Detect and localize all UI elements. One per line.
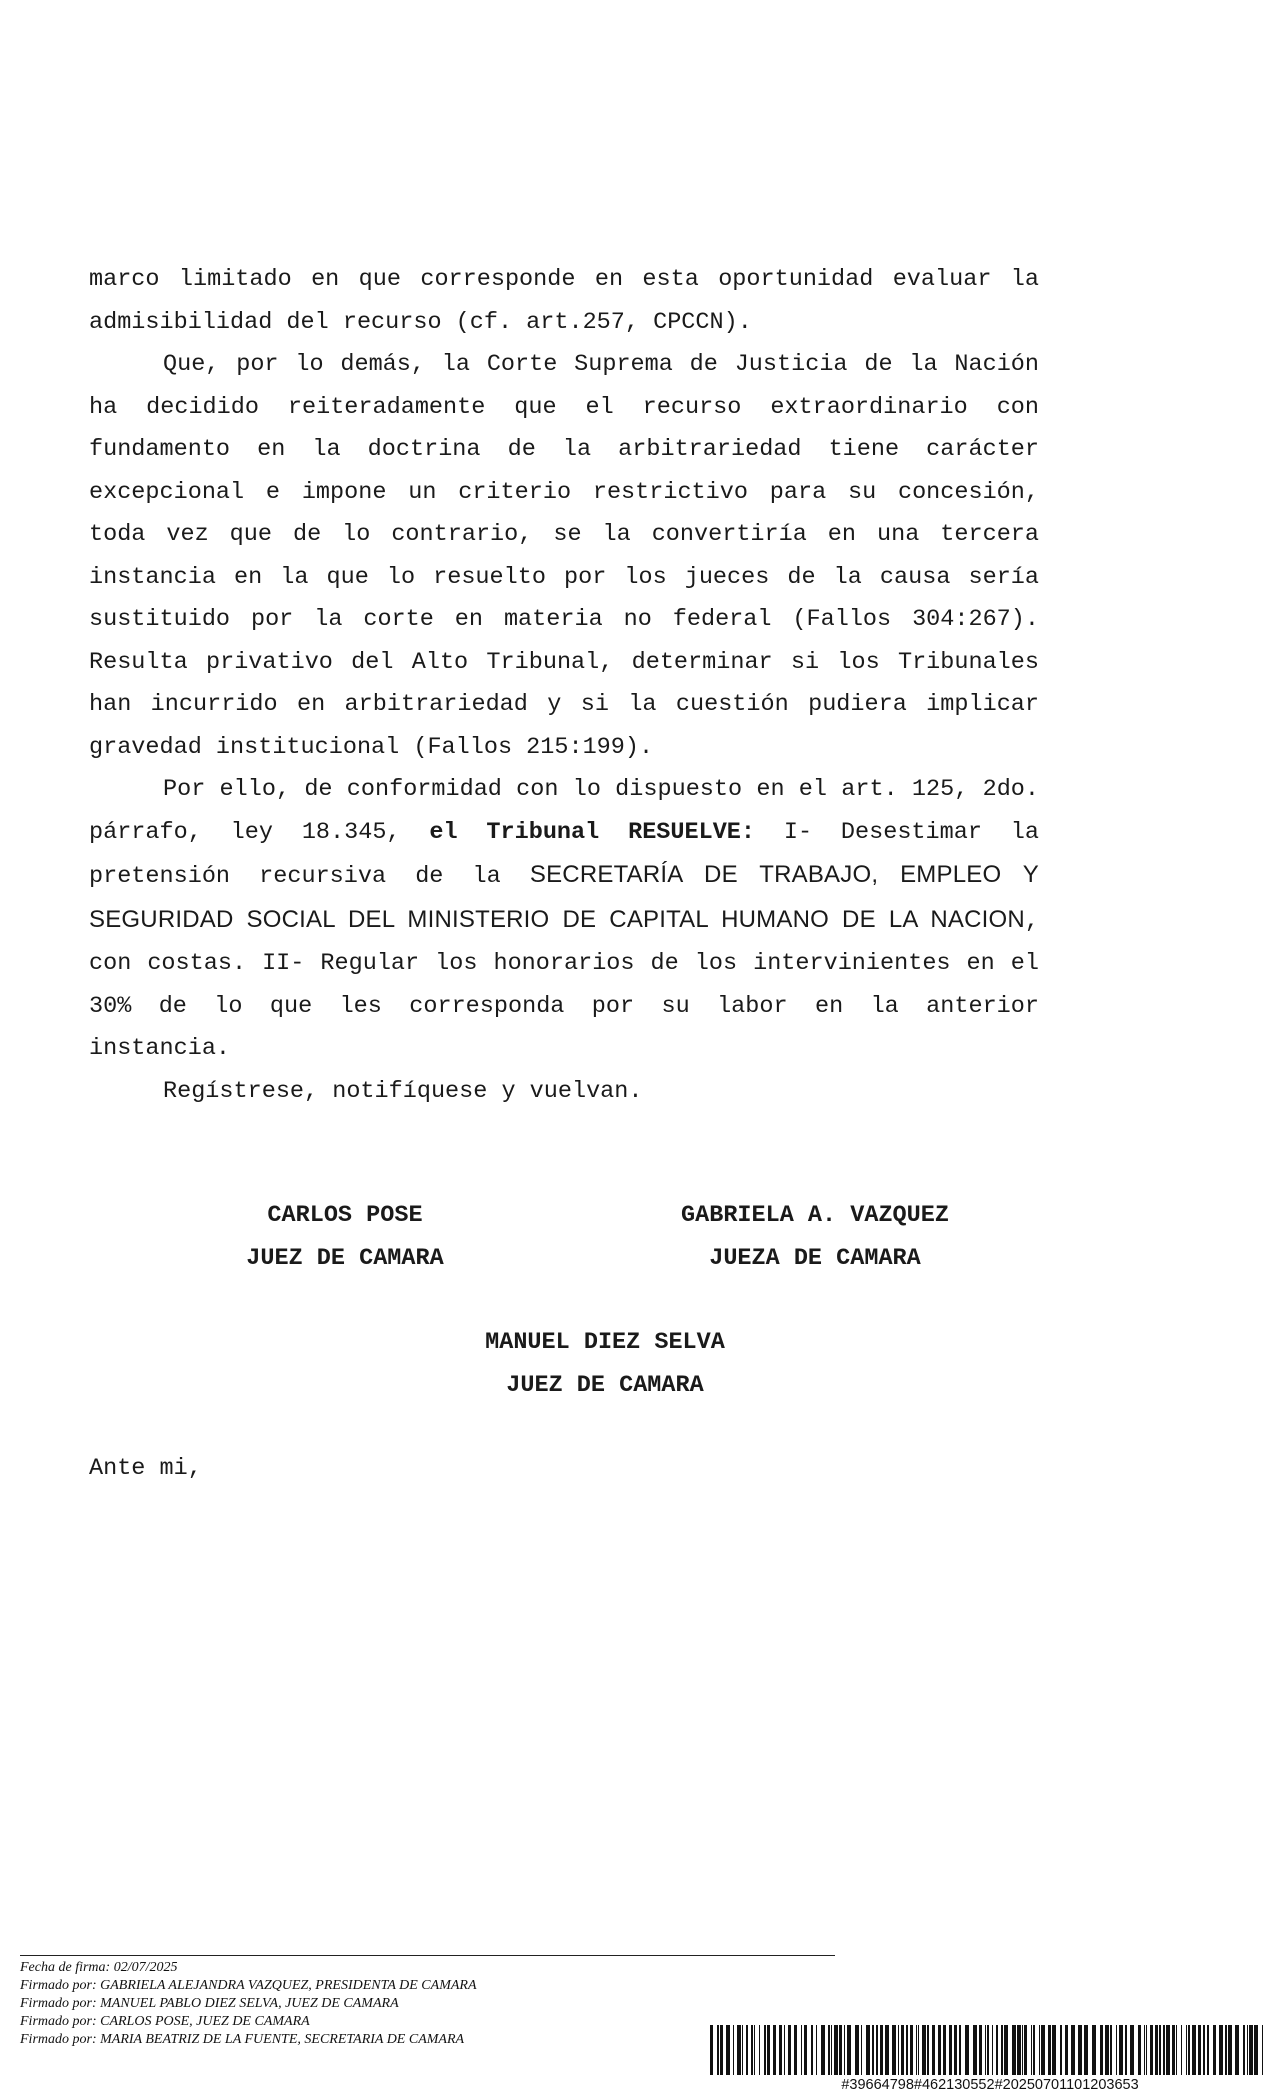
barcode-bar (1186, 2025, 1187, 2075)
barcode-bar (720, 2025, 723, 2075)
barcode-bar (916, 2025, 917, 2075)
barcode-bar (987, 2025, 989, 2075)
barcode-bar (1116, 2025, 1117, 2075)
resolucion-item-1: I- Desestimar la pretensión recursiva de la (89, 818, 1039, 890)
barcode-bar (759, 2025, 760, 2075)
barcode-bar (996, 2025, 998, 2075)
barcode-bar (1172, 2025, 1175, 2075)
barcode-bar (1012, 2025, 1016, 2075)
barcode-bar (751, 2025, 753, 2075)
barcode-bar (831, 2025, 832, 2075)
barcode-bar (954, 2025, 957, 2075)
paragraph-registrese: Regístrese, notifíquese y vuelvan. (163, 1077, 643, 1105)
barcode-bar (1225, 2025, 1227, 2075)
barcode-bar (746, 2025, 748, 2075)
signature-title: JUEZA DE CAMARA (709, 1244, 921, 1272)
barcode-bar (861, 2025, 862, 2075)
barcode-bar (710, 2025, 713, 2075)
barcode-bar (1159, 2025, 1161, 2075)
barcode-bar (821, 2025, 825, 2075)
barcode-bar (876, 2025, 878, 2075)
signature-title: JUEZ DE CAMARA (506, 1371, 704, 1399)
barcode-bar (855, 2025, 859, 2075)
barcode-bar (839, 2025, 842, 2075)
signature-name: MANUEL DIEZ SELVA (485, 1329, 725, 1356)
barcode-bar (973, 2025, 977, 2075)
signed-by-line: Firmado por: MARIA BEATRIZ DE LA FUENTE, SECRETARIA DE CAMARA (20, 2032, 465, 2047)
barcode-bar (1235, 2025, 1239, 2075)
barcode-bar (834, 2025, 838, 2075)
signed-by-line: Firmado por: GABRIELA ALEJANDRA VAZQUEZ, PRESIDENTA DE CAMARA (20, 1978, 477, 1993)
barcode-bar (1176, 2025, 1177, 2075)
barcode-bar (804, 2025, 807, 2075)
barcode-bar (885, 2025, 889, 2075)
signed-by-line: Firmado por: MANUEL PABLO DIEZ SELVA, JUEZ DE CAMARA (20, 1996, 399, 2011)
signature-carlos-pose (200, 1195, 490, 1280)
barcode-bar (1065, 2025, 1068, 2075)
barcode-bar (794, 2025, 797, 2075)
barcode-bar (922, 2025, 926, 2075)
barcode-bar (754, 2025, 755, 2075)
barcode-bar (1247, 2025, 1248, 2075)
barcode-bar (906, 2025, 908, 2075)
barcode-bar (938, 2025, 941, 2075)
barcode-bar (1001, 2025, 1003, 2075)
barcode-bar (959, 2025, 961, 2075)
signature-title: JUEZ DE CAMARA (246, 1244, 444, 1272)
footer-divider (20, 1955, 835, 1956)
barcode-bar (1198, 2025, 1201, 2075)
barcode-bar (965, 2025, 969, 2075)
barcode-bar (1181, 2025, 1182, 2075)
barcode-bar (992, 2025, 993, 2075)
barcode-bar (847, 2025, 851, 2075)
barcode-bar (1031, 2025, 1032, 2075)
barcode-bar (910, 2025, 913, 2075)
barcode-bar (1052, 2025, 1056, 2075)
resolucion-intro: Por ello, de conformidad con lo dispuesto en el art. 125, 2do. párrafo, ley 18.345, (89, 776, 1039, 846)
barcode-bar (779, 2025, 782, 2075)
barcode-bar (1146, 2025, 1147, 2075)
barcode-bar (1192, 2025, 1196, 2075)
barcode-bar (764, 2025, 766, 2075)
barcode-bar (773, 2025, 776, 2075)
barcode-bar (733, 2025, 734, 2075)
barcode-bar (1130, 2025, 1134, 2075)
barcode-bar (1105, 2025, 1109, 2075)
barcode-bar (788, 2025, 791, 2075)
barcode-bar (737, 2025, 741, 2075)
barcode-bar (1207, 2025, 1209, 2075)
barcode-bar (943, 2025, 946, 2075)
barcode-bar (1228, 2025, 1232, 2075)
barcode-bar (892, 2025, 896, 2075)
barcode-bar (927, 2025, 929, 2075)
barcode-bar (932, 2025, 935, 2075)
paragraph-resolucion (89, 769, 1039, 1071)
closing-ante-mi: Ante mi, (89, 1455, 202, 1482)
signature-name: CARLOS POSE (267, 1202, 423, 1229)
barcode-bar (901, 2025, 904, 2075)
barcode-bar (1262, 2025, 1263, 2075)
barcode-bar (1017, 2025, 1021, 2075)
barcode-bar (979, 2025, 982, 2075)
barcode-bar (811, 2025, 813, 2075)
barcode-bar (784, 2025, 785, 2075)
barcode-bar (1033, 2025, 1035, 2075)
paragraph-admisibilidad: marco limitado en que corresponde en esta oportunidad evaluar la admisibilidad del recurso (cf. art.257, CPCCN). (89, 266, 1039, 336)
resolucion-party: SECRETARÍA DE TRABAJO, EMPLEO Y SEGURIDAD SOCIAL DEL MINISTERIO DE CAPITAL HUMANO DE LA NACION (89, 861, 1040, 933)
signature-metadata (20, 1959, 720, 2049)
barcode-bar (1078, 2025, 1082, 2075)
barcode-bar (1150, 2025, 1153, 2075)
barcode-bar (1024, 2025, 1027, 2075)
barcode-bar (801, 2025, 802, 2075)
barcode-bar (880, 2025, 883, 2075)
barcode-bar (717, 2025, 719, 2075)
barcode-bar (1213, 2025, 1216, 2075)
barcode-bar (949, 2025, 952, 2075)
barcode-bar (726, 2025, 730, 2075)
barcode-bar (1219, 2025, 1223, 2075)
signature-date: Fecha de firma: 02/07/2025 (20, 1960, 178, 1975)
barcode-bar (918, 2025, 919, 2075)
barcode-bar (866, 2025, 870, 2075)
signature-manuel-diez-selva (420, 1322, 790, 1407)
barcode-bar (1110, 2025, 1112, 2075)
signature-gabriela-vazquez (640, 1195, 990, 1280)
barcode-bar (1163, 2025, 1165, 2075)
barcode-bar (828, 2025, 830, 2075)
barcode-bar (1254, 2025, 1258, 2075)
barcode-bar (816, 2025, 817, 2075)
barcode-bar (1100, 2025, 1103, 2075)
barcode-bar (1071, 2025, 1075, 2075)
barcode-bar (1041, 2025, 1045, 2075)
barcode-bar (1166, 2025, 1170, 2075)
barcode-bar (1249, 2025, 1253, 2075)
barcode-bar (1125, 2025, 1127, 2075)
signed-by-line: Firmado por: CARLOS POSE, JUEZ DE CAMARA (20, 2014, 310, 2029)
barcode-number: #39664798#462130552#20250701101203653 (841, 2077, 1139, 2093)
barcode-bar (1138, 2025, 1141, 2075)
barcode-bar (1119, 2025, 1123, 2075)
barcode-bar (1144, 2025, 1145, 2075)
resolucion-heading: el Tribunal RESUELVE: (429, 818, 756, 846)
barcode-bar (1004, 2025, 1008, 2075)
barcode-bar (767, 2025, 770, 2075)
barcode-bar (1060, 2025, 1062, 2075)
resolucion-item-2: , con costas. II- Regular los honorarios de los intervinientes en el 30% de lo que les corresponda por su labor en la anterior instancia. (89, 907, 1039, 1062)
barcode-bar (1203, 2025, 1205, 2075)
barcode-bar (1084, 2025, 1088, 2075)
barcode-bar (1188, 2025, 1190, 2075)
barcode-bar (742, 2025, 743, 2075)
barcode-bar (1155, 2025, 1158, 2075)
signature-name: GABRIELA A. VAZQUEZ (681, 1202, 949, 1229)
barcode-bar (844, 2025, 845, 2075)
paragraph-corte-suprema: Que, por lo demás, la Corte Suprema de Justicia de la Nación ha decidido reiteradamente que el recurso extraordinario con fundamento en la doctrina de la arbitrariedad tiene carácter excepcional e impone un criterio restrictivo para su concesión, toda vez que de lo contrario, se la convertiría en una tercera instancia en la que lo resuelto por los jueces de la causa sería sustituido por la corte en materia no federal (Fallos 304:267). Resulta privativo del Alto Tribunal, determinar si los Tribunales han incurrido en arbitrariedad y si la cuestión pudiera implicar gravedad institucional (Fallos 215:199). (89, 351, 1039, 761)
document-barcode (710, 2025, 1270, 2100)
document-body (89, 259, 1039, 1113)
barcode-bar (1092, 2025, 1096, 2075)
barcode-bar (1048, 2025, 1051, 2075)
barcode-bar (1039, 2025, 1040, 2075)
barcode-bar (898, 2025, 899, 2075)
barcode-icon (710, 2025, 1270, 2077)
barcode-bar (1022, 2025, 1023, 2075)
barcode-bar (872, 2025, 874, 2075)
barcode-bar (985, 2025, 986, 2075)
barcode-bar (1243, 2025, 1245, 2075)
